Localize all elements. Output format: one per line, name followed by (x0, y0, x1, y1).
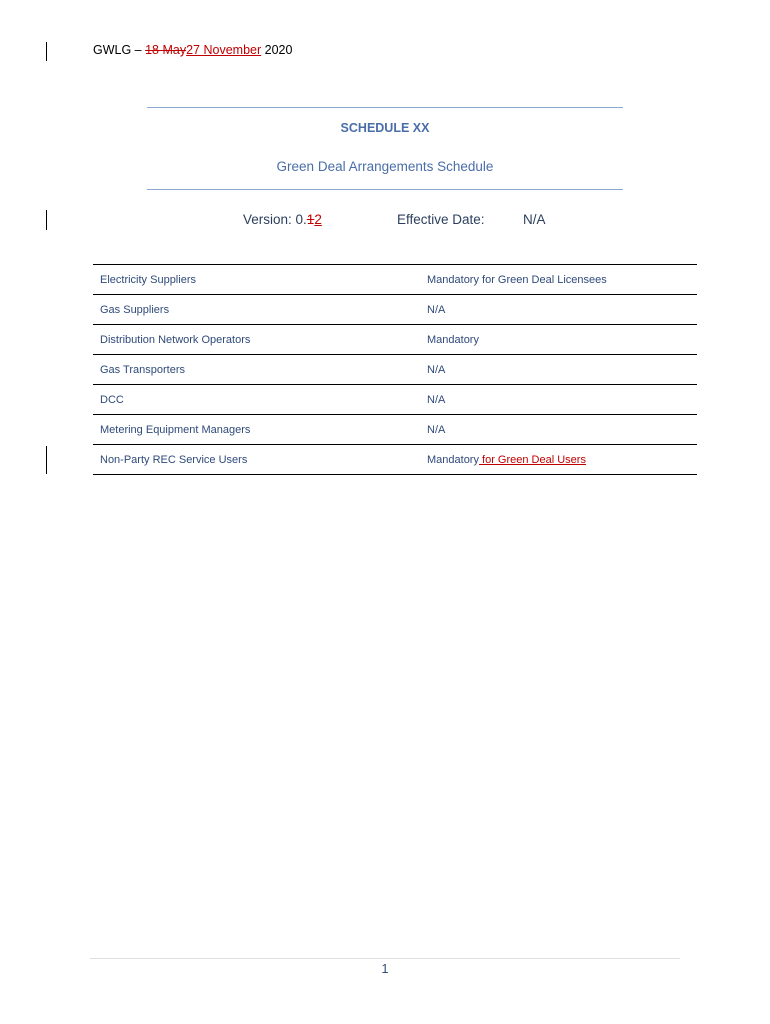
status-cell (420, 265, 697, 295)
status-text: N/A (427, 363, 446, 376)
table-row (93, 445, 697, 475)
version-deleted: 1 (306, 212, 315, 227)
header-prefix: GWLG – (93, 43, 146, 57)
effective-date-value: N/A (523, 212, 546, 227)
schedule-title: SCHEDULE XX (340, 121, 430, 135)
status-cell (420, 445, 697, 475)
deleted-date: 18 May (145, 43, 187, 57)
party-cell: Metering Equipment Managers (93, 415, 420, 445)
status-text: Mandatory (427, 333, 479, 346)
table-row (93, 355, 697, 385)
status-text: N/A (427, 393, 446, 406)
status-text: Mandatory for Green Deal Licensees (427, 273, 607, 286)
change-bar (46, 210, 47, 230)
page-number: 1 (381, 962, 389, 976)
title-bottom-rule (147, 189, 623, 190)
applicability-table (93, 264, 697, 475)
party-cell: DCC (93, 385, 420, 415)
header-year: 2020 (261, 43, 293, 57)
table-row (93, 295, 697, 325)
party-cell: Electricity Suppliers (93, 265, 420, 295)
inserted-date: 27 November (186, 43, 262, 57)
table-row (93, 265, 697, 295)
status-cell (420, 385, 697, 415)
version-line (243, 212, 322, 227)
status-cell (420, 325, 697, 355)
status-text: N/A (427, 423, 446, 436)
table-row (93, 325, 697, 355)
status-cell (420, 355, 697, 385)
version-inserted: 2 (314, 212, 322, 227)
footer-rule (90, 958, 680, 959)
change-bar (46, 446, 47, 474)
document-header (93, 43, 292, 57)
status-cell (420, 415, 697, 445)
schedule-subtitle: Green Deal Arrangements Schedule (276, 159, 494, 174)
party-cell: Distribution Network Operators (93, 325, 420, 355)
table-row (93, 415, 697, 445)
status-text: N/A (427, 303, 446, 316)
party-cell: Gas Transporters (93, 355, 420, 385)
party-cell: Gas Suppliers (93, 295, 420, 325)
status-cell (420, 295, 697, 325)
table-row (93, 385, 697, 415)
effective-date-label: Effective Date: (397, 212, 485, 227)
title-top-rule (147, 107, 623, 108)
change-bar (46, 42, 47, 61)
party-cell: Non-Party REC Service Users (93, 445, 420, 475)
status-text: Mandatory (427, 453, 479, 466)
version-label: Version: 0. (243, 212, 307, 227)
status-inserted-text: for Green Deal Users (478, 453, 586, 466)
